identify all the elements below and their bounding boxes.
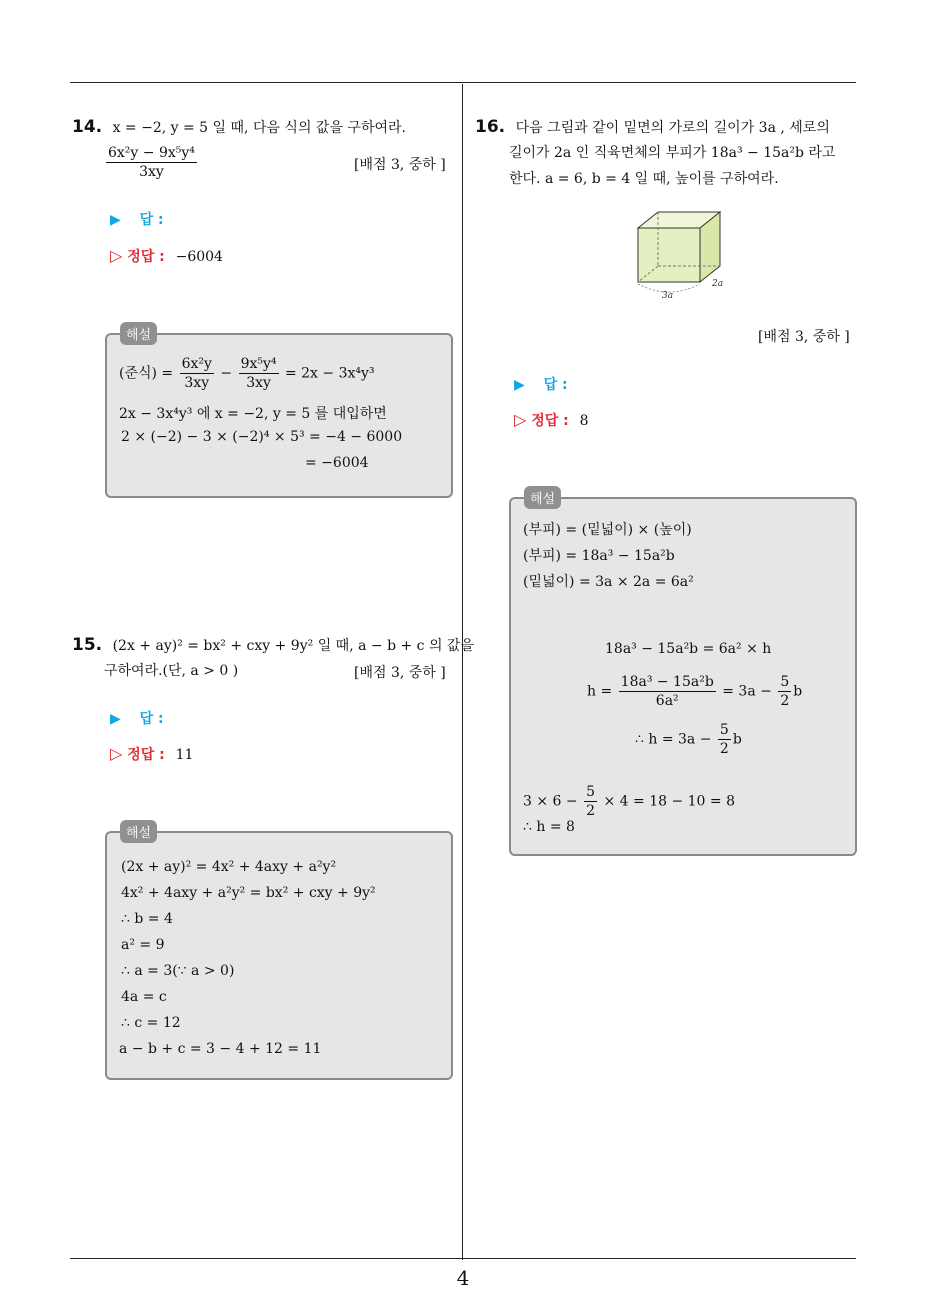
q16-correct-line bbox=[514, 410, 589, 430]
q15-sol-line4: a² = 9 bbox=[121, 937, 165, 953]
answer-label: 답 : bbox=[139, 711, 164, 727]
q15-correct-line bbox=[110, 744, 193, 764]
q16-sol-line1: (부피) = (밑넓이) × (높이) bbox=[523, 522, 692, 538]
q15-sol-line7: ∴ c = 12 bbox=[121, 1015, 181, 1031]
cuboid-figure bbox=[628, 206, 738, 302]
q15-sol-line5: ∴ a = 3(∵ a > 0) bbox=[121, 963, 235, 979]
q16-sol-line7: 3 × 6 − $\frac{5}{2}$ × 4 = 18 − 10 = 8 bbox=[523, 784, 735, 819]
correct-arrow-icon: ▷ bbox=[110, 744, 123, 763]
q15-statement-line1: (2x + ay)² = bx² + cxy + 9y² 일 때, a − b + c 의 값을 bbox=[112, 638, 474, 654]
q14-number: 14. bbox=[72, 117, 103, 137]
answer-arrow-icon: ▶ bbox=[110, 711, 121, 727]
q16-solution-tag: 해설 bbox=[524, 486, 561, 509]
q14-solution-box bbox=[105, 333, 453, 498]
q15-solution-box bbox=[105, 831, 453, 1080]
answer-label: 답 : bbox=[139, 212, 164, 228]
q14-sol-line4: = −6004 bbox=[305, 455, 369, 471]
q14-sol-line2: 2x − 3x⁴y³ 에 x = −2, y = 5 를 대입하면 bbox=[119, 406, 387, 422]
q15-statement-line2: 구하여라.(단, a > 0 ) bbox=[104, 663, 239, 679]
q14-expr-numerator: 6x²y − 9x⁵y⁴ bbox=[108, 145, 195, 161]
answer-arrow-icon: ▶ bbox=[110, 212, 121, 228]
q16-sol-line4: 18a³ − 15a²b = 6a² × h bbox=[605, 641, 772, 657]
q14-score: [배점 3, 중하 ] bbox=[354, 157, 446, 173]
q14-sol-line3: 2 × (−2) − 3 × (−2)⁴ × 5³ = −4 − 6000 bbox=[121, 429, 403, 445]
q14-answer-line bbox=[110, 209, 164, 229]
q15-correct-value: 11 bbox=[175, 747, 194, 763]
q16-text bbox=[475, 114, 830, 141]
fig-label-depth: 2a bbox=[712, 279, 724, 289]
page-number: 4 bbox=[456, 1266, 470, 1290]
column-divider bbox=[462, 84, 463, 1260]
answer-label: 답 : bbox=[543, 377, 568, 393]
q16-sol-line3: (밑넓이) = 3a × 2a = 6a² bbox=[523, 574, 694, 590]
correct-arrow-icon: ▷ bbox=[514, 410, 527, 429]
fig-label-width: 3a bbox=[662, 291, 674, 301]
q15-answer-line bbox=[110, 708, 164, 728]
q14-text bbox=[72, 114, 406, 141]
q16-sol-line8: ∴ h = 8 bbox=[523, 819, 575, 835]
q16-sol-line5: h = $\frac{\text{18a³ − 15a²b}}{\text{6a²}}$ = 3a − $\frac{5}{2}$ b bbox=[587, 674, 803, 709]
q14-correct-value: −6004 bbox=[175, 249, 223, 265]
q15-sol-line2: 4x² + 4axy + a²y² = bx² + cxy + 9y² bbox=[121, 885, 376, 901]
q15-sol-line8: a − b + c = 3 − 4 + 12 = 11 bbox=[119, 1041, 322, 1057]
q14-solution-tag: 해설 bbox=[120, 322, 157, 345]
q16-number: 16. bbox=[475, 117, 506, 137]
q15-sol-line1: (2x + ay)² = 4x² + 4axy + a²y² bbox=[121, 859, 337, 875]
q15-sol-line6: 4a = c bbox=[121, 989, 167, 1005]
q16-statement-line2: 길이가 2a 인 직육면체의 부피가 18a³ − 15a²b 라고 bbox=[509, 145, 836, 161]
q14-correct-line bbox=[110, 246, 223, 266]
q16-solution-box bbox=[509, 497, 857, 856]
answer-arrow-icon: ▶ bbox=[514, 377, 525, 393]
correct-label: 정답 : bbox=[531, 413, 569, 429]
q14-sol-line1: (준식) = $\frac{\text{6x²y}}{3xy}$ − $\frac{\text{9x⁵y⁴}}{3xy}$ = 2x − 3x⁴y³ bbox=[119, 356, 375, 391]
q14-expr-denominator: 3xy bbox=[139, 164, 164, 180]
q15-solution-tag: 해설 bbox=[120, 820, 157, 843]
q15-sol-line3: ∴ b = 4 bbox=[121, 911, 173, 927]
bottom-rule bbox=[70, 1258, 856, 1259]
q14-statement: x = −2, y = 5 일 때, 다음 식의 값을 구하여라. bbox=[112, 120, 406, 136]
q16-statement-line1: 다음 그림과 같이 밑면의 가로의 길이가 3a , 세로의 bbox=[515, 120, 830, 136]
correct-arrow-icon: ▷ bbox=[110, 246, 123, 265]
correct-label: 정답 : bbox=[127, 249, 165, 265]
top-rule bbox=[70, 82, 856, 83]
q16-sol-line2: (부피) = 18a³ − 15a²b bbox=[523, 548, 675, 564]
q16-answer-line bbox=[514, 374, 568, 394]
q14-expression bbox=[104, 144, 199, 181]
q16-correct-value: 8 bbox=[579, 413, 589, 429]
q16-statement-line3: 한다. a = 6, b = 4 일 때, 높이를 구하여라. bbox=[509, 171, 779, 187]
q16-score: [배점 3, 중하 ] bbox=[758, 329, 850, 345]
q15-number: 15. bbox=[72, 635, 103, 655]
correct-label: 정답 : bbox=[127, 747, 165, 763]
q16-sol-line6: ∴ h = 3a − $\frac{5}{2}$ b bbox=[635, 722, 742, 757]
q15-text bbox=[72, 632, 474, 659]
q15-score: [배점 3, 중하 ] bbox=[354, 665, 446, 681]
